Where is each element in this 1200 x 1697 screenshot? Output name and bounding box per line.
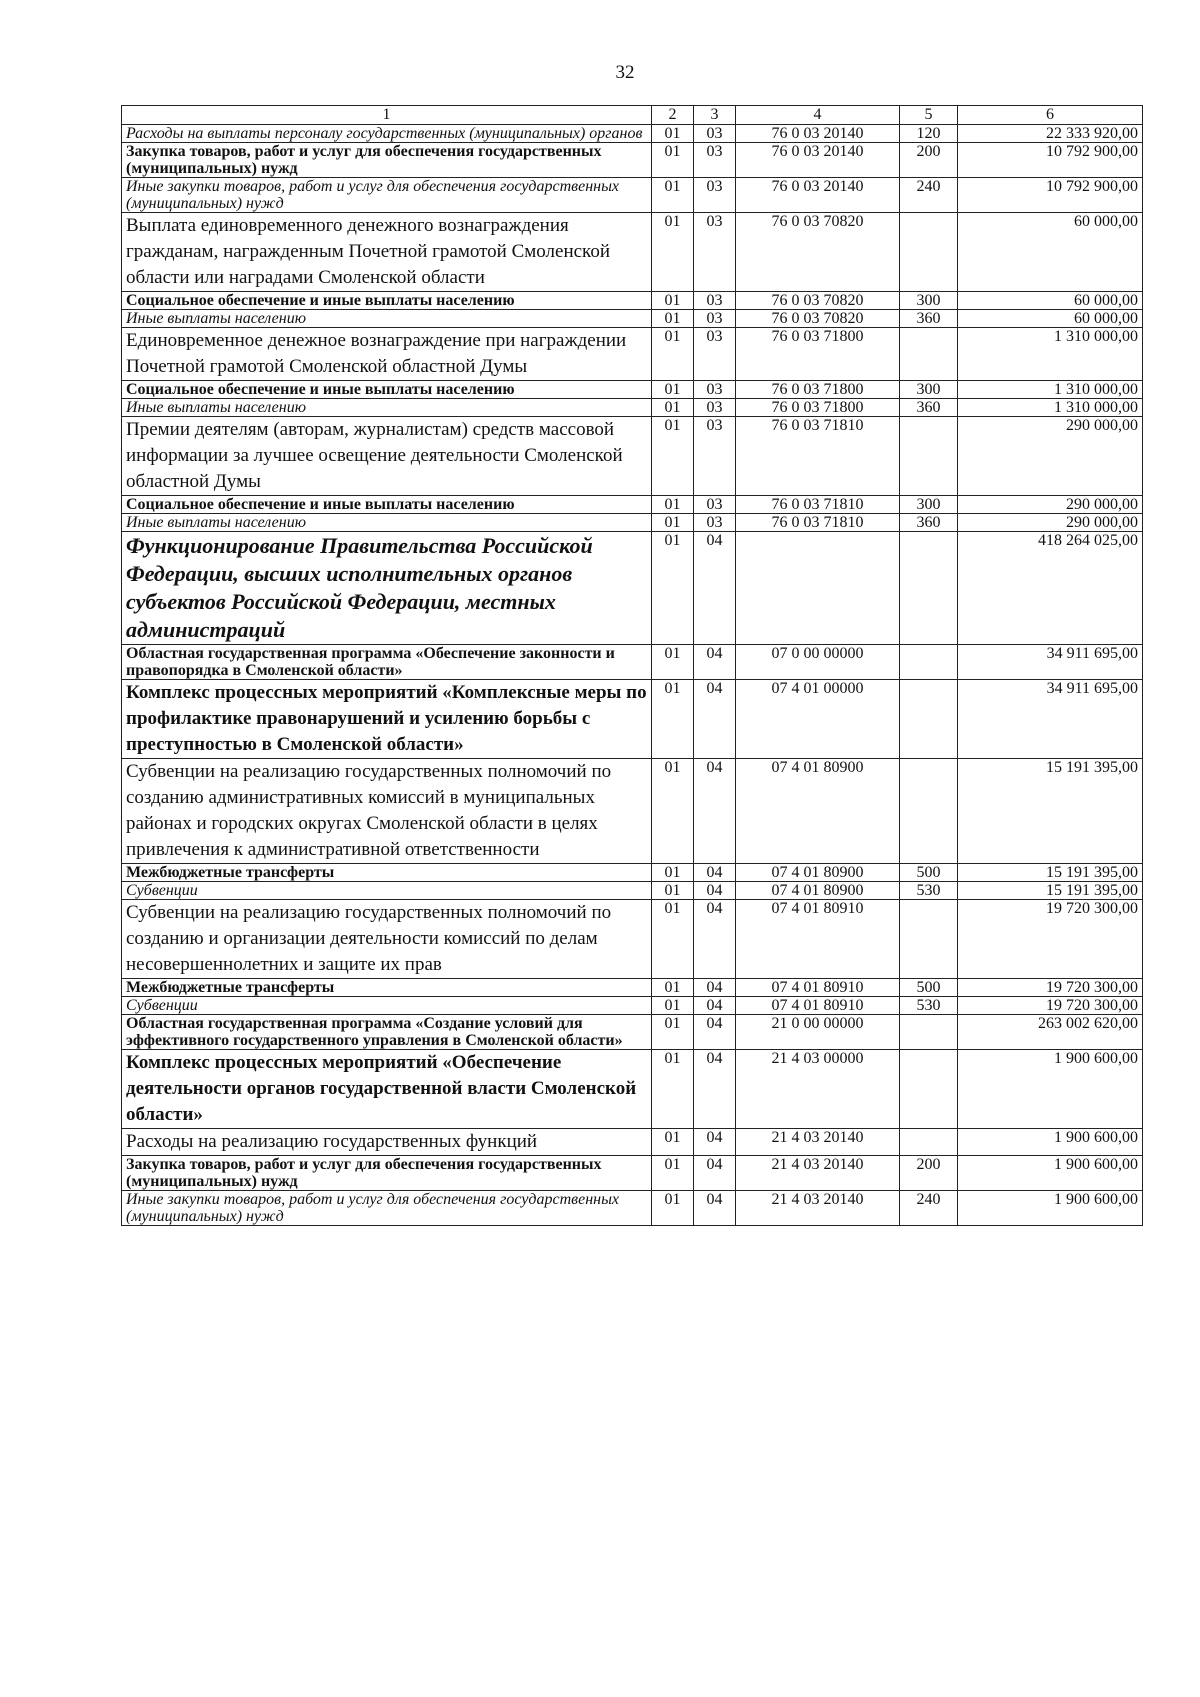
target-article-code: 07 4 01 80900 (736, 864, 900, 882)
expense-type-code: 240 (900, 1191, 958, 1226)
target-article-code: 76 0 03 20140 (736, 143, 900, 178)
table-row (122, 1050, 1143, 1129)
expense-type-code (900, 900, 958, 979)
amount: 19 720 300,00 (958, 997, 1143, 1015)
section-code: 01 (652, 213, 694, 292)
subsection-code: 03 (694, 292, 736, 310)
item-name: Иные выплаты населению (122, 310, 652, 328)
item-name: Субвенции на реализацию государственных полномочий по созданию и организации деятельности комиссий по делам несовершеннолетних и защите их прав (122, 900, 652, 979)
section-code: 01 (652, 759, 694, 864)
expense-type-code (900, 417, 958, 496)
column-header: 6 (958, 106, 1143, 125)
section-code: 01 (652, 399, 694, 417)
amount: 19 720 300,00 (958, 900, 1143, 979)
item-name: Субвенции на реализацию государственных полномочий по созданию административных комиссий в муниципальных районах и городских округах Смоленской области в целях привлечения к административной ответственности (122, 759, 652, 864)
item-name: Единовременное денежное вознаграждение при награждении Почетной грамотой Смоленской областной Думы (122, 328, 652, 381)
expense-type-code: 500 (900, 979, 958, 997)
subsection-code: 04 (694, 882, 736, 900)
subsection-code: 03 (694, 143, 736, 178)
amount: 60 000,00 (958, 213, 1143, 292)
expense-type-code: 240 (900, 178, 958, 213)
expense-type-code (900, 532, 958, 645)
target-article-code: 76 0 03 71810 (736, 496, 900, 514)
expense-type-code: 500 (900, 864, 958, 882)
amount: 60 000,00 (958, 310, 1143, 328)
expense-type-code: 120 (900, 125, 958, 143)
item-name: Межбюджетные трансферты (122, 864, 652, 882)
subsection-code: 04 (694, 532, 736, 645)
budget-table (121, 105, 1143, 1226)
section-code: 01 (652, 680, 694, 759)
section-code: 01 (652, 143, 694, 178)
section-code: 01 (652, 882, 694, 900)
item-name: Социальное обеспечение и иные выплаты населению (122, 292, 652, 310)
expense-type-code: 530 (900, 882, 958, 900)
expense-type-code: 200 (900, 1156, 958, 1191)
table-row (122, 759, 1143, 864)
section-code: 01 (652, 1191, 694, 1226)
target-article-code: 76 0 03 71800 (736, 328, 900, 381)
table-row (122, 864, 1143, 882)
expense-type-code: 300 (900, 496, 958, 514)
item-name: Иные выплаты населению (122, 514, 652, 532)
section-code: 01 (652, 514, 694, 532)
amount: 22 333 920,00 (958, 125, 1143, 143)
target-article-code: 76 0 03 71810 (736, 514, 900, 532)
target-article-code: 07 4 01 80910 (736, 979, 900, 997)
table-row (122, 417, 1143, 496)
amount: 10 792 900,00 (958, 178, 1143, 213)
target-article-code: 21 4 03 20140 (736, 1156, 900, 1191)
section-code: 01 (652, 1129, 694, 1156)
expense-type-code (900, 680, 958, 759)
item-name: Премии деятелям (авторам, журналистам) средств массовой информации за лучшее освещение деятельности Смоленской областной Думы (122, 417, 652, 496)
item-name: Расходы на выплаты персоналу государственных (муниципальных) органов (122, 125, 652, 143)
item-name: Иные закупки товаров, работ и услуг для обеспечения государственных (муниципальных) нужд (122, 178, 652, 213)
subsection-code: 03 (694, 310, 736, 328)
item-name: Субвенции (122, 997, 652, 1015)
table-row (122, 979, 1143, 997)
item-name: Функционирование Правительства Российской Федерации, высших исполнительных органов субъектов Российской Федерации, местных администраций (122, 532, 652, 645)
amount: 34 911 695,00 (958, 680, 1143, 759)
subsection-code: 03 (694, 381, 736, 399)
table-row (122, 997, 1143, 1015)
target-article-code: 21 4 03 20140 (736, 1191, 900, 1226)
amount: 15 191 395,00 (958, 864, 1143, 882)
target-article-code: 76 0 03 20140 (736, 178, 900, 213)
table-row (122, 125, 1143, 143)
item-name: Комплекс процессных мероприятий «Комплексные меры по профилактике правонарушений и усилению борьбы с преступностью в Смоленской области» (122, 680, 652, 759)
expense-type-code: 530 (900, 997, 958, 1015)
column-header: 3 (694, 106, 736, 125)
amount: 1 310 000,00 (958, 399, 1143, 417)
item-name: Социальное обеспечение и иные выплаты населению (122, 496, 652, 514)
expense-type-code: 360 (900, 310, 958, 328)
table-row (122, 292, 1143, 310)
target-article-code: 76 0 03 20140 (736, 125, 900, 143)
expense-type-code: 200 (900, 143, 958, 178)
subsection-code: 03 (694, 213, 736, 292)
table-body (122, 125, 1143, 1226)
table-row (122, 143, 1143, 178)
amount: 263 002 620,00 (958, 1015, 1143, 1050)
page-number: 32 (615, 62, 635, 83)
section-code: 01 (652, 1050, 694, 1129)
target-article-code: 21 4 03 20140 (736, 1129, 900, 1156)
column-header-row (122, 106, 1143, 125)
column-header: 5 (900, 106, 958, 125)
amount: 15 191 395,00 (958, 759, 1143, 864)
subsection-code: 04 (694, 900, 736, 979)
section-code: 01 (652, 900, 694, 979)
amount: 19 720 300,00 (958, 979, 1143, 997)
item-name: Социальное обеспечение и иные выплаты населению (122, 381, 652, 399)
item-name: Расходы на реализацию государственных функций (122, 1129, 652, 1156)
amount: 34 911 695,00 (958, 645, 1143, 680)
amount: 290 000,00 (958, 496, 1143, 514)
table-row (122, 645, 1143, 680)
target-article-code (736, 532, 900, 645)
target-article-code: 76 0 03 71810 (736, 417, 900, 496)
amount: 60 000,00 (958, 292, 1143, 310)
amount: 1 900 600,00 (958, 1156, 1143, 1191)
item-name: Выплата единовременного денежного вознаграждения гражданам, награжденным Почетной грамотой Смоленской области или наградами Смоленской области (122, 213, 652, 292)
section-code: 01 (652, 381, 694, 399)
item-name: Межбюджетные трансферты (122, 979, 652, 997)
target-article-code: 07 4 01 00000 (736, 680, 900, 759)
subsection-code: 04 (694, 1015, 736, 1050)
subsection-code: 03 (694, 417, 736, 496)
item-name: Иные закупки товаров, работ и услуг для обеспечения государственных (муниципальных) нужд (122, 1191, 652, 1226)
amount: 1 900 600,00 (958, 1050, 1143, 1129)
table-row (122, 1015, 1143, 1050)
subsection-code: 03 (694, 125, 736, 143)
subsection-code: 04 (694, 864, 736, 882)
column-header: 4 (736, 106, 900, 125)
target-article-code: 76 0 03 70820 (736, 310, 900, 328)
expense-type-code (900, 328, 958, 381)
subsection-code: 04 (694, 645, 736, 680)
table-row (122, 178, 1143, 213)
subsection-code: 04 (694, 979, 736, 997)
target-article-code: 21 4 03 00000 (736, 1050, 900, 1129)
table-row (122, 1156, 1143, 1191)
expense-type-code: 360 (900, 514, 958, 532)
section-code: 01 (652, 532, 694, 645)
section-code: 01 (652, 292, 694, 310)
expense-type-code: 360 (900, 399, 958, 417)
target-article-code: 07 4 01 80910 (736, 997, 900, 1015)
section-code: 01 (652, 864, 694, 882)
table-row (122, 381, 1143, 399)
expense-type-code (900, 1129, 958, 1156)
table-row (122, 882, 1143, 900)
target-article-code: 76 0 03 70820 (736, 292, 900, 310)
subsection-code: 04 (694, 1050, 736, 1129)
expense-type-code (900, 645, 958, 680)
table-row (122, 399, 1143, 417)
section-code: 01 (652, 125, 694, 143)
target-article-code: 76 0 03 71800 (736, 381, 900, 399)
amount: 10 792 900,00 (958, 143, 1143, 178)
amount: 1 900 600,00 (958, 1191, 1143, 1226)
item-name: Областная государственная программа «Создание условий для эффективного государственного управления в Смоленской области» (122, 1015, 652, 1050)
amount: 1 310 000,00 (958, 328, 1143, 381)
table-row (122, 514, 1143, 532)
section-code: 01 (652, 645, 694, 680)
amount: 1 310 000,00 (958, 381, 1143, 399)
section-code: 01 (652, 1015, 694, 1050)
subsection-code: 04 (694, 759, 736, 864)
table-row (122, 328, 1143, 381)
expense-type-code (900, 759, 958, 864)
target-article-code: 21 0 00 00000 (736, 1015, 900, 1050)
item-name: Закупка товаров, работ и услуг для обеспечения государственных (муниципальных) нужд (122, 143, 652, 178)
subsection-code: 03 (694, 178, 736, 213)
section-code: 01 (652, 496, 694, 514)
subsection-code: 04 (694, 997, 736, 1015)
amount: 1 900 600,00 (958, 1129, 1143, 1156)
section-code: 01 (652, 310, 694, 328)
table-row (122, 213, 1143, 292)
subsection-code: 04 (694, 1156, 736, 1191)
subsection-code: 03 (694, 514, 736, 532)
target-article-code: 76 0 03 71800 (736, 399, 900, 417)
target-article-code: 76 0 03 70820 (736, 213, 900, 292)
amount: 290 000,00 (958, 514, 1143, 532)
amount: 15 191 395,00 (958, 882, 1143, 900)
section-code: 01 (652, 178, 694, 213)
table-row (122, 532, 1143, 645)
column-header: 1 (122, 106, 652, 125)
expense-type-code (900, 1015, 958, 1050)
subsection-code: 03 (694, 399, 736, 417)
target-article-code: 07 4 01 80900 (736, 882, 900, 900)
section-code: 01 (652, 1156, 694, 1191)
subsection-code: 04 (694, 680, 736, 759)
amount: 418 264 025,00 (958, 532, 1143, 645)
item-name: Субвенции (122, 882, 652, 900)
subsection-code: 04 (694, 1191, 736, 1226)
subsection-code: 03 (694, 496, 736, 514)
item-name: Иные выплаты населению (122, 399, 652, 417)
section-code: 01 (652, 417, 694, 496)
expense-type-code (900, 1050, 958, 1129)
column-header: 2 (652, 106, 694, 125)
expense-type-code (900, 213, 958, 292)
subsection-code: 03 (694, 328, 736, 381)
target-article-code: 07 4 01 80910 (736, 900, 900, 979)
expense-type-code: 300 (900, 292, 958, 310)
amount: 290 000,00 (958, 417, 1143, 496)
table-row (122, 680, 1143, 759)
table-row (122, 900, 1143, 979)
subsection-code: 04 (694, 1129, 736, 1156)
table-row (122, 310, 1143, 328)
target-article-code: 07 0 00 00000 (736, 645, 900, 680)
section-code: 01 (652, 997, 694, 1015)
section-code: 01 (652, 979, 694, 997)
table-row (122, 1191, 1143, 1226)
expense-type-code: 300 (900, 381, 958, 399)
item-name: Областная государственная программа «Обеспечение законности и правопорядка в Смоленской области» (122, 645, 652, 680)
item-name: Комплекс процессных мероприятий «Обеспечение деятельности органов государственной власти Смоленской области» (122, 1050, 652, 1129)
section-code: 01 (652, 328, 694, 381)
table-row (122, 496, 1143, 514)
table-row (122, 1129, 1143, 1156)
target-article-code: 07 4 01 80900 (736, 759, 900, 864)
item-name: Закупка товаров, работ и услуг для обеспечения государственных (муниципальных) нужд (122, 1156, 652, 1191)
